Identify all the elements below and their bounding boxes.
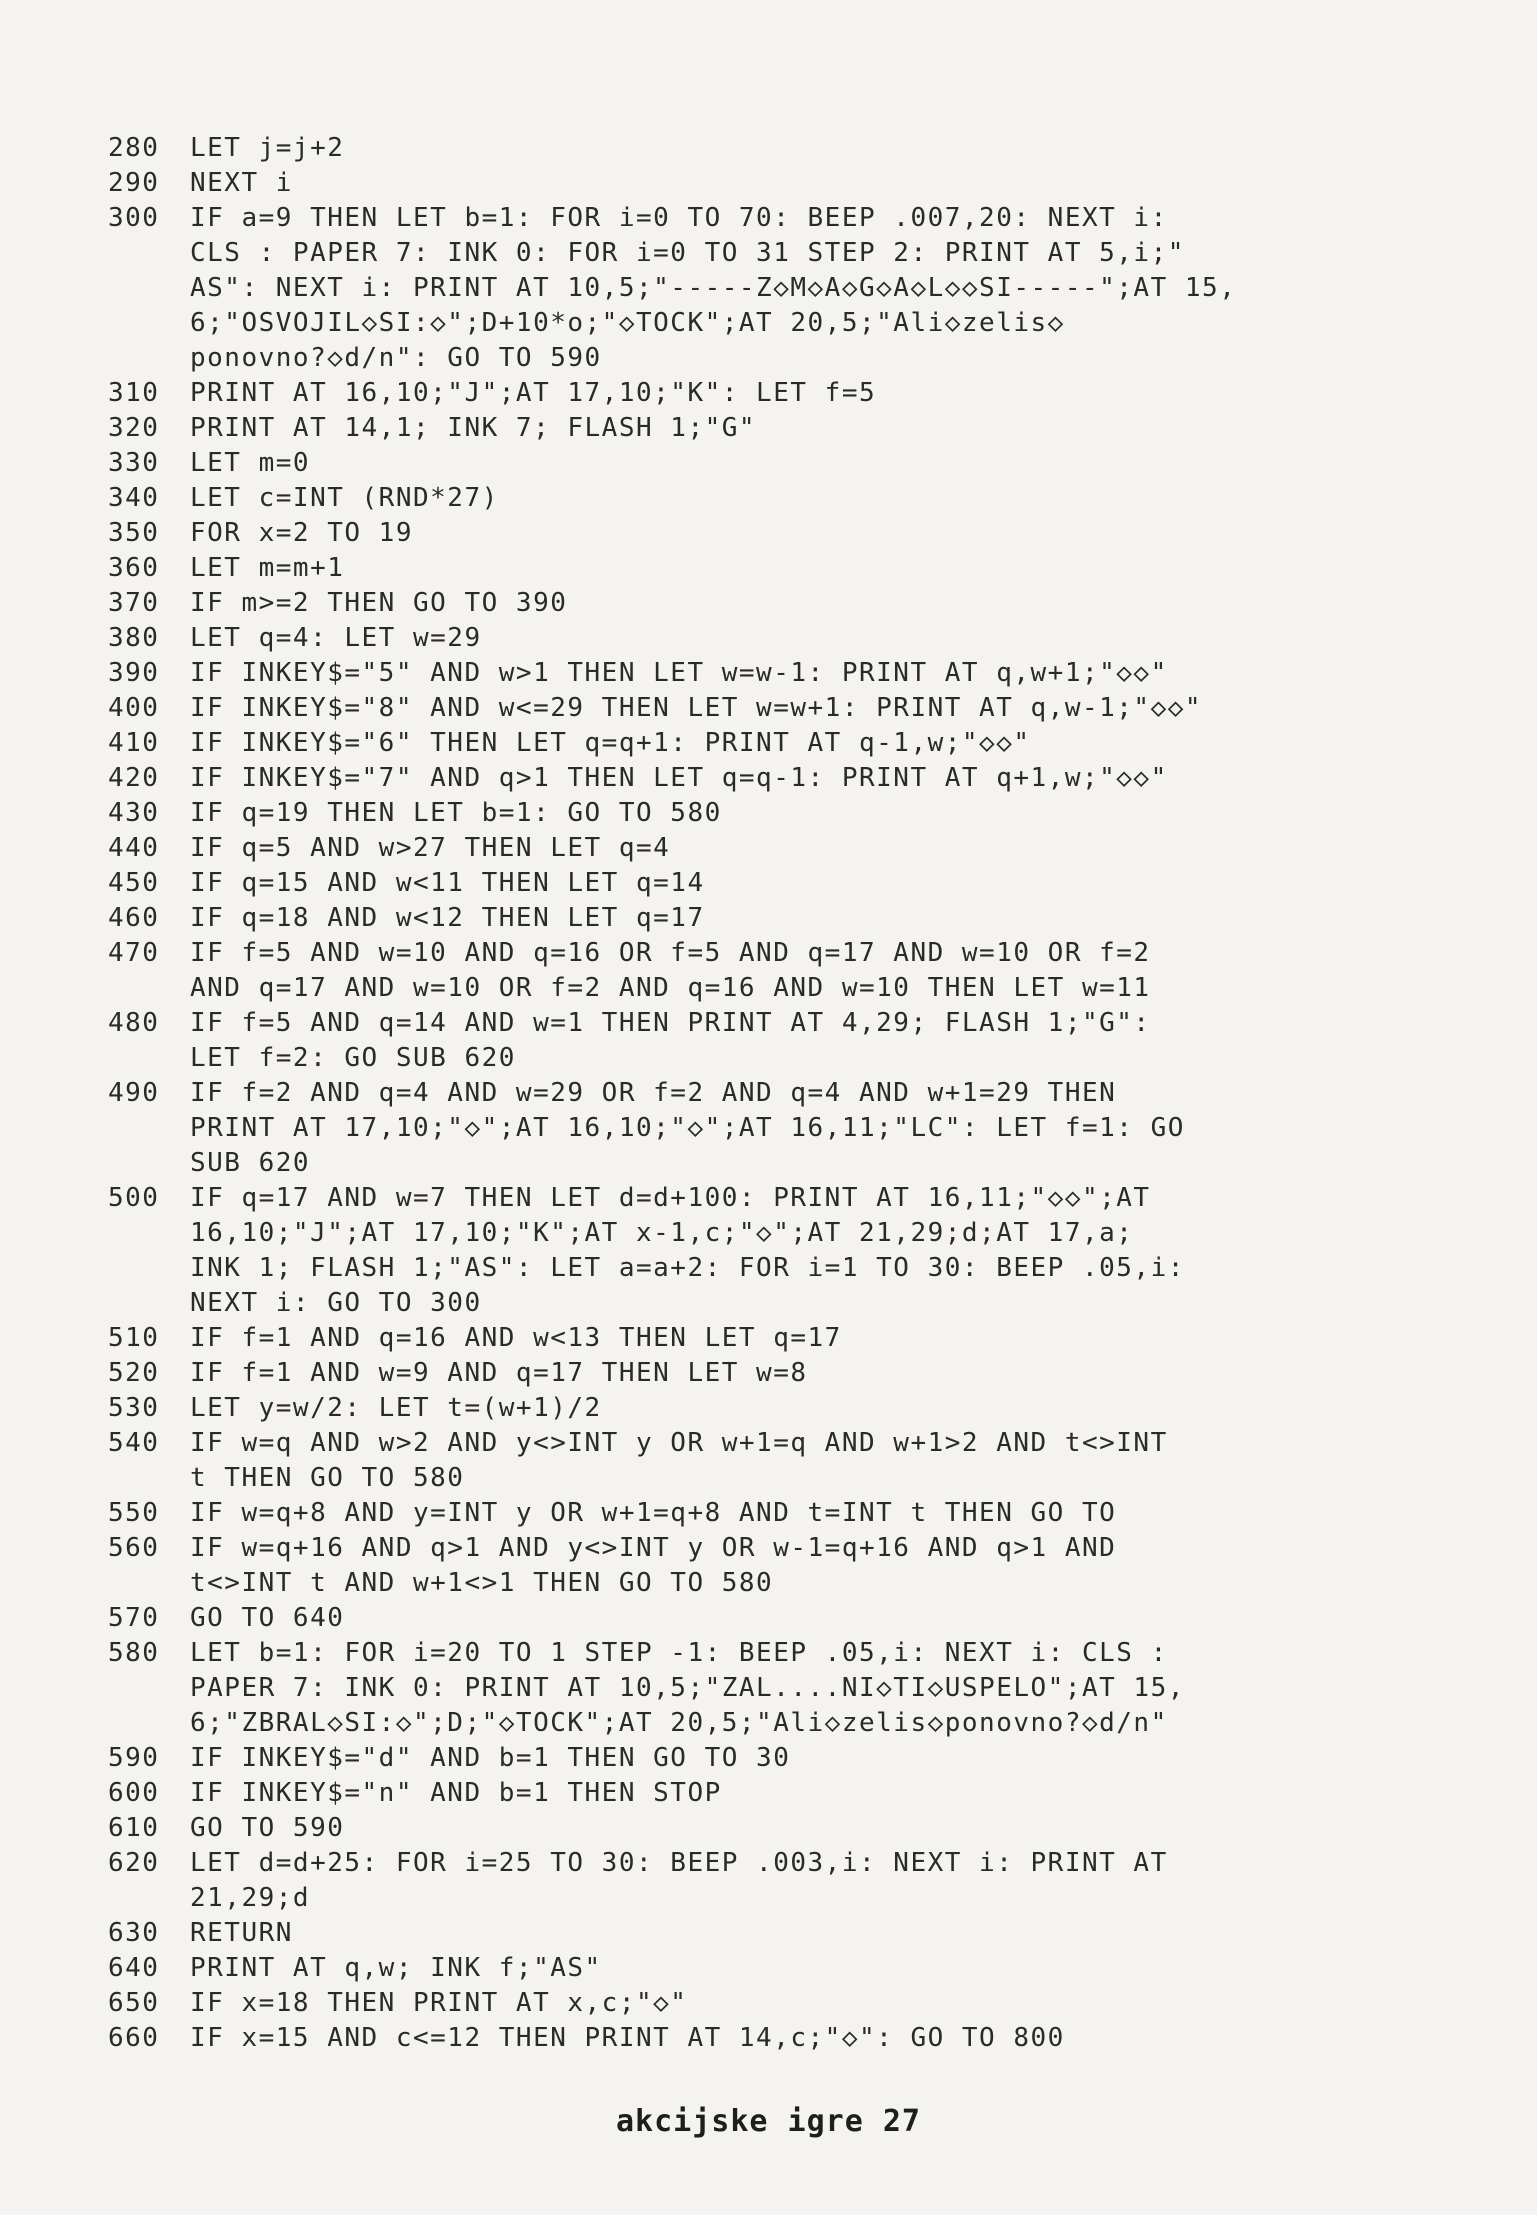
line-number: 420	[108, 763, 160, 793]
line-number: 510	[108, 1323, 160, 1353]
code-segment: IF q=19 THEN LET b=1: GO TO 580	[190, 798, 722, 828]
program-line	[108, 1951, 1488, 1986]
line-code	[190, 131, 1488, 166]
line-number: 380	[108, 623, 160, 653]
code-segment: IF f=2 AND q=4 AND w=29 OR f=2 AND q=4 AND w+1=29 THEN	[190, 1078, 1117, 1108]
code-segment: LET m=0	[190, 448, 311, 478]
line-number: 560	[108, 1533, 160, 1563]
program-line	[108, 411, 1488, 446]
program-line	[108, 2021, 1488, 2056]
code-segment: LET d=d+25: FOR i=25 TO 30: BEEP .003,i: NEXT i: PRINT AT	[190, 1848, 1168, 1878]
program-line	[108, 621, 1488, 656]
line-number: 350	[108, 518, 160, 548]
code-segment: INK 1; FLASH 1;"AS": LET a=a+2: FOR i=1 TO 30: BEEP .05,i:	[190, 1253, 1185, 1283]
line-code	[190, 1006, 1488, 1076]
line-code	[190, 726, 1488, 761]
page-footer: akcijske igre 27	[616, 2104, 921, 2139]
line-number: 430	[108, 798, 160, 828]
line-code	[190, 901, 1488, 936]
line-number: 590	[108, 1743, 160, 1773]
line-number: 580	[108, 1638, 160, 1668]
program-line	[108, 446, 1488, 481]
line-code	[190, 1356, 1488, 1391]
line-code	[190, 621, 1488, 656]
code-segment: LET f=2: GO SUB 620	[190, 1043, 516, 1073]
program-line	[108, 1006, 1488, 1076]
line-code	[190, 796, 1488, 831]
line-number: 550	[108, 1498, 160, 1528]
line-code	[190, 551, 1488, 586]
line-code	[190, 376, 1488, 411]
line-number: 660	[108, 2023, 160, 2053]
program-line	[108, 1496, 1488, 1531]
line-number: 540	[108, 1428, 160, 1458]
code-segment: 21,29;d	[190, 1883, 311, 1913]
line-code	[190, 166, 1488, 201]
line-number: 300	[108, 203, 160, 233]
code-segment: IF q=17 AND w=7 THEN LET d=d+100: PRINT AT 16,11;"◇◇";AT	[190, 1183, 1151, 1213]
line-code	[190, 481, 1488, 516]
code-segment: CLS : PAPER 7: INK 0: FOR i=0 TO 31 STEP 2: PRINT AT 5,i;"	[190, 238, 1185, 268]
program-line	[108, 551, 1488, 586]
line-number: 360	[108, 553, 160, 583]
line-code	[190, 1496, 1488, 1531]
code-segment: PRINT AT 17,10;"◇";AT 16,10;"◇";AT 16,11;"LC": LET f=1: GO	[190, 1113, 1185, 1143]
code-segment: IF m>=2 THEN GO TO 390	[190, 588, 568, 618]
code-segment: IF a=9 THEN LET b=1: FOR i=0 TO 70: BEEP .007,20: NEXT i:	[190, 203, 1168, 233]
program-line	[108, 1776, 1488, 1811]
program-line	[108, 1741, 1488, 1776]
program-line	[108, 831, 1488, 866]
code-segment: NEXT i: GO TO 300	[190, 1288, 482, 1318]
code-segment: IF f=1 AND w=9 AND q=17 THEN LET w=8	[190, 1358, 808, 1388]
code-segment: RETURN	[190, 1918, 293, 1948]
line-code	[190, 936, 1488, 1006]
program-line	[108, 1636, 1488, 1741]
code-segment: IF q=15 AND w<11 THEN LET q=14	[190, 868, 705, 898]
line-code	[190, 831, 1488, 866]
line-code	[190, 1531, 1488, 1601]
line-number: 410	[108, 728, 160, 758]
line-code	[190, 1846, 1488, 1916]
line-number: 280	[108, 133, 160, 163]
line-code	[190, 1181, 1488, 1321]
line-number: 500	[108, 1183, 160, 1213]
code-segment: IF INKEY$="5" AND w>1 THEN LET w=w-1: PRINT AT q,w+1;"◇◇"	[190, 658, 1168, 688]
program-line	[108, 481, 1488, 516]
program-line	[108, 1356, 1488, 1391]
line-code	[190, 1741, 1488, 1776]
line-code	[190, 516, 1488, 551]
code-segment: IF INKEY$="6" THEN LET q=q+1: PRINT AT q-1,w;"◇◇"	[190, 728, 1031, 758]
code-segment: 16,10;"J";AT 17,10;"K";AT x-1,c;"◇";AT 21,29;d;AT 17,a;	[190, 1218, 1134, 1248]
code-segment: 6;"ZBRAL◇SI:◇";D;"◇TOCK";AT 20,5;"Ali◇zelis◇ponovno?◇d/n"	[190, 1708, 1168, 1738]
line-code	[190, 1321, 1488, 1356]
code-segment: LET m=m+1	[190, 553, 345, 583]
code-segment: t<>INT t AND w+1<>1 THEN GO TO 580	[190, 1568, 774, 1598]
line-code	[190, 1916, 1488, 1951]
line-number: 330	[108, 448, 160, 478]
code-segment: PRINT AT 14,1; INK 7; FLASH 1;"G"	[190, 413, 757, 443]
line-number: 530	[108, 1393, 160, 1423]
line-code	[190, 761, 1488, 796]
program-line	[108, 516, 1488, 551]
code-segment: t THEN GO TO 580	[190, 1463, 465, 1493]
program-line	[108, 131, 1488, 166]
line-number: 290	[108, 168, 160, 198]
code-segment: IF INKEY$="7" AND q>1 THEN LET q=q-1: PRINT AT q+1,w;"◇◇"	[190, 763, 1168, 793]
program-line	[108, 866, 1488, 901]
program-line	[108, 1916, 1488, 1951]
program-line	[108, 1181, 1488, 1321]
code-segment: FOR x=2 TO 19	[190, 518, 413, 548]
program-line	[108, 1426, 1488, 1496]
code-segment: LET q=4: LET w=29	[190, 623, 482, 653]
program-line	[108, 1601, 1488, 1636]
code-segment: ponovno?◇d/n": GO TO 590	[190, 343, 602, 373]
line-code	[190, 1811, 1488, 1846]
line-code	[190, 1636, 1488, 1741]
line-code	[190, 1601, 1488, 1636]
code-segment: LET c=INT (RND*27)	[190, 483, 499, 513]
code-segment: IF w=q+16 AND q>1 AND y<>INT y OR w-1=q+16 AND q>1 AND	[190, 1533, 1117, 1563]
code-segment: GO TO 590	[190, 1813, 345, 1843]
program-line	[108, 1986, 1488, 2021]
line-number: 320	[108, 413, 160, 443]
line-number: 440	[108, 833, 160, 863]
line-code	[190, 2021, 1488, 2056]
line-number: 460	[108, 903, 160, 933]
line-number: 480	[108, 1008, 160, 1038]
program-line	[108, 1531, 1488, 1601]
code-segment: LET j=j+2	[190, 133, 345, 163]
line-number: 570	[108, 1603, 160, 1633]
program-line	[108, 796, 1488, 831]
line-code	[190, 411, 1488, 446]
program-line	[108, 936, 1488, 1006]
program-line	[108, 166, 1488, 201]
line-code	[190, 866, 1488, 901]
line-number: 310	[108, 378, 160, 408]
line-number: 490	[108, 1078, 160, 1108]
code-segment: IF x=18 THEN PRINT AT x,c;"◇"	[190, 1988, 688, 2018]
code-segment: SUB 620	[190, 1148, 311, 1178]
program-line	[108, 1846, 1488, 1916]
code-segment: PRINT AT q,w; INK f;"AS"	[190, 1953, 602, 1983]
code-segment: PRINT AT 16,10;"J";AT 17,10;"K": LET f=5	[190, 378, 877, 408]
line-number: 450	[108, 868, 160, 898]
program-line	[108, 691, 1488, 726]
program-line	[108, 656, 1488, 691]
code-segment: IF f=5 AND q=14 AND w=1 THEN PRINT AT 4,29; FLASH 1;"G":	[190, 1008, 1151, 1038]
code-segment: IF f=1 AND q=16 AND w<13 THEN LET q=17	[190, 1323, 842, 1353]
program-line	[108, 376, 1488, 411]
line-number: 650	[108, 1988, 160, 2018]
line-number: 610	[108, 1813, 160, 1843]
code-segment: IF INKEY$="n" AND b=1 THEN STOP	[190, 1778, 722, 1808]
line-number: 620	[108, 1848, 160, 1878]
line-code	[190, 586, 1488, 621]
code-segment: 6;"OSVOJIL◇SI:◇";D+10*o;"◇TOCK";AT 20,5;"Ali◇zelis◇	[190, 308, 1065, 338]
program-line	[108, 726, 1488, 761]
line-number: 640	[108, 1953, 160, 1983]
code-segment: AND q=17 AND w=10 OR f=2 AND q=16 AND w=10 THEN LET w=11	[190, 973, 1151, 1003]
line-code	[190, 1426, 1488, 1496]
line-code	[190, 656, 1488, 691]
code-segment: IF f=5 AND w=10 AND q=16 OR f=5 AND q=17 AND w=10 OR f=2	[190, 938, 1151, 968]
line-code	[190, 201, 1488, 376]
program-line	[108, 1076, 1488, 1181]
code-segment: GO TO 640	[190, 1603, 345, 1633]
line-number: 340	[108, 483, 160, 513]
code-segment: IF x=15 AND c<=12 THEN PRINT AT 14,c;"◇": GO TO 800	[190, 2023, 1065, 2053]
basic-program-listing	[108, 131, 1488, 2056]
program-line	[108, 586, 1488, 621]
line-code	[190, 1951, 1488, 1986]
code-segment: IF q=18 AND w<12 THEN LET q=17	[190, 903, 705, 933]
line-number: 630	[108, 1918, 160, 1948]
line-number: 520	[108, 1358, 160, 1388]
code-segment: LET b=1: FOR i=20 TO 1 STEP -1: BEEP .05,i: NEXT i: CLS :	[190, 1638, 1168, 1668]
line-number: 400	[108, 693, 160, 723]
code-segment: IF w=q+8 AND y=INT y OR w+1=q+8 AND t=INT t THEN GO TO	[190, 1498, 1117, 1528]
program-line	[108, 201, 1488, 376]
program-line	[108, 1811, 1488, 1846]
line-code	[190, 691, 1488, 726]
code-segment: IF q=5 AND w>27 THEN LET q=4	[190, 833, 671, 863]
code-segment: PAPER 7: INK 0: PRINT AT 10,5;"ZAL....NI◇TI◇USPELO";AT 15,	[190, 1673, 1185, 1703]
program-line	[108, 1321, 1488, 1356]
code-segment: IF INKEY$="d" AND b=1 THEN GO TO 30	[190, 1743, 791, 1773]
code-segment: AS": NEXT i: PRINT AT 10,5;"-----Z◇M◇A◇G◇A◇L◇◇SI-----";AT 15,	[190, 273, 1237, 303]
line-code	[190, 1076, 1488, 1181]
code-segment: NEXT i	[190, 168, 293, 198]
line-number: 370	[108, 588, 160, 618]
program-line	[108, 761, 1488, 796]
program-line	[108, 901, 1488, 936]
line-code	[190, 1391, 1488, 1426]
line-code	[190, 446, 1488, 481]
code-segment: IF INKEY$="8" AND w<=29 THEN LET w=w+1: PRINT AT q,w-1;"◇◇"	[190, 693, 1203, 723]
code-segment: IF w=q AND w>2 AND y<>INT y OR w+1=q AND w+1>2 AND t<>INT	[190, 1428, 1168, 1458]
code-segment: LET y=w/2: LET t=(w+1)/2	[190, 1393, 602, 1423]
line-number: 470	[108, 938, 160, 968]
line-code	[190, 1776, 1488, 1811]
line-code	[190, 1986, 1488, 2021]
line-number: 600	[108, 1778, 160, 1808]
program-line	[108, 1391, 1488, 1426]
line-number: 390	[108, 658, 160, 688]
